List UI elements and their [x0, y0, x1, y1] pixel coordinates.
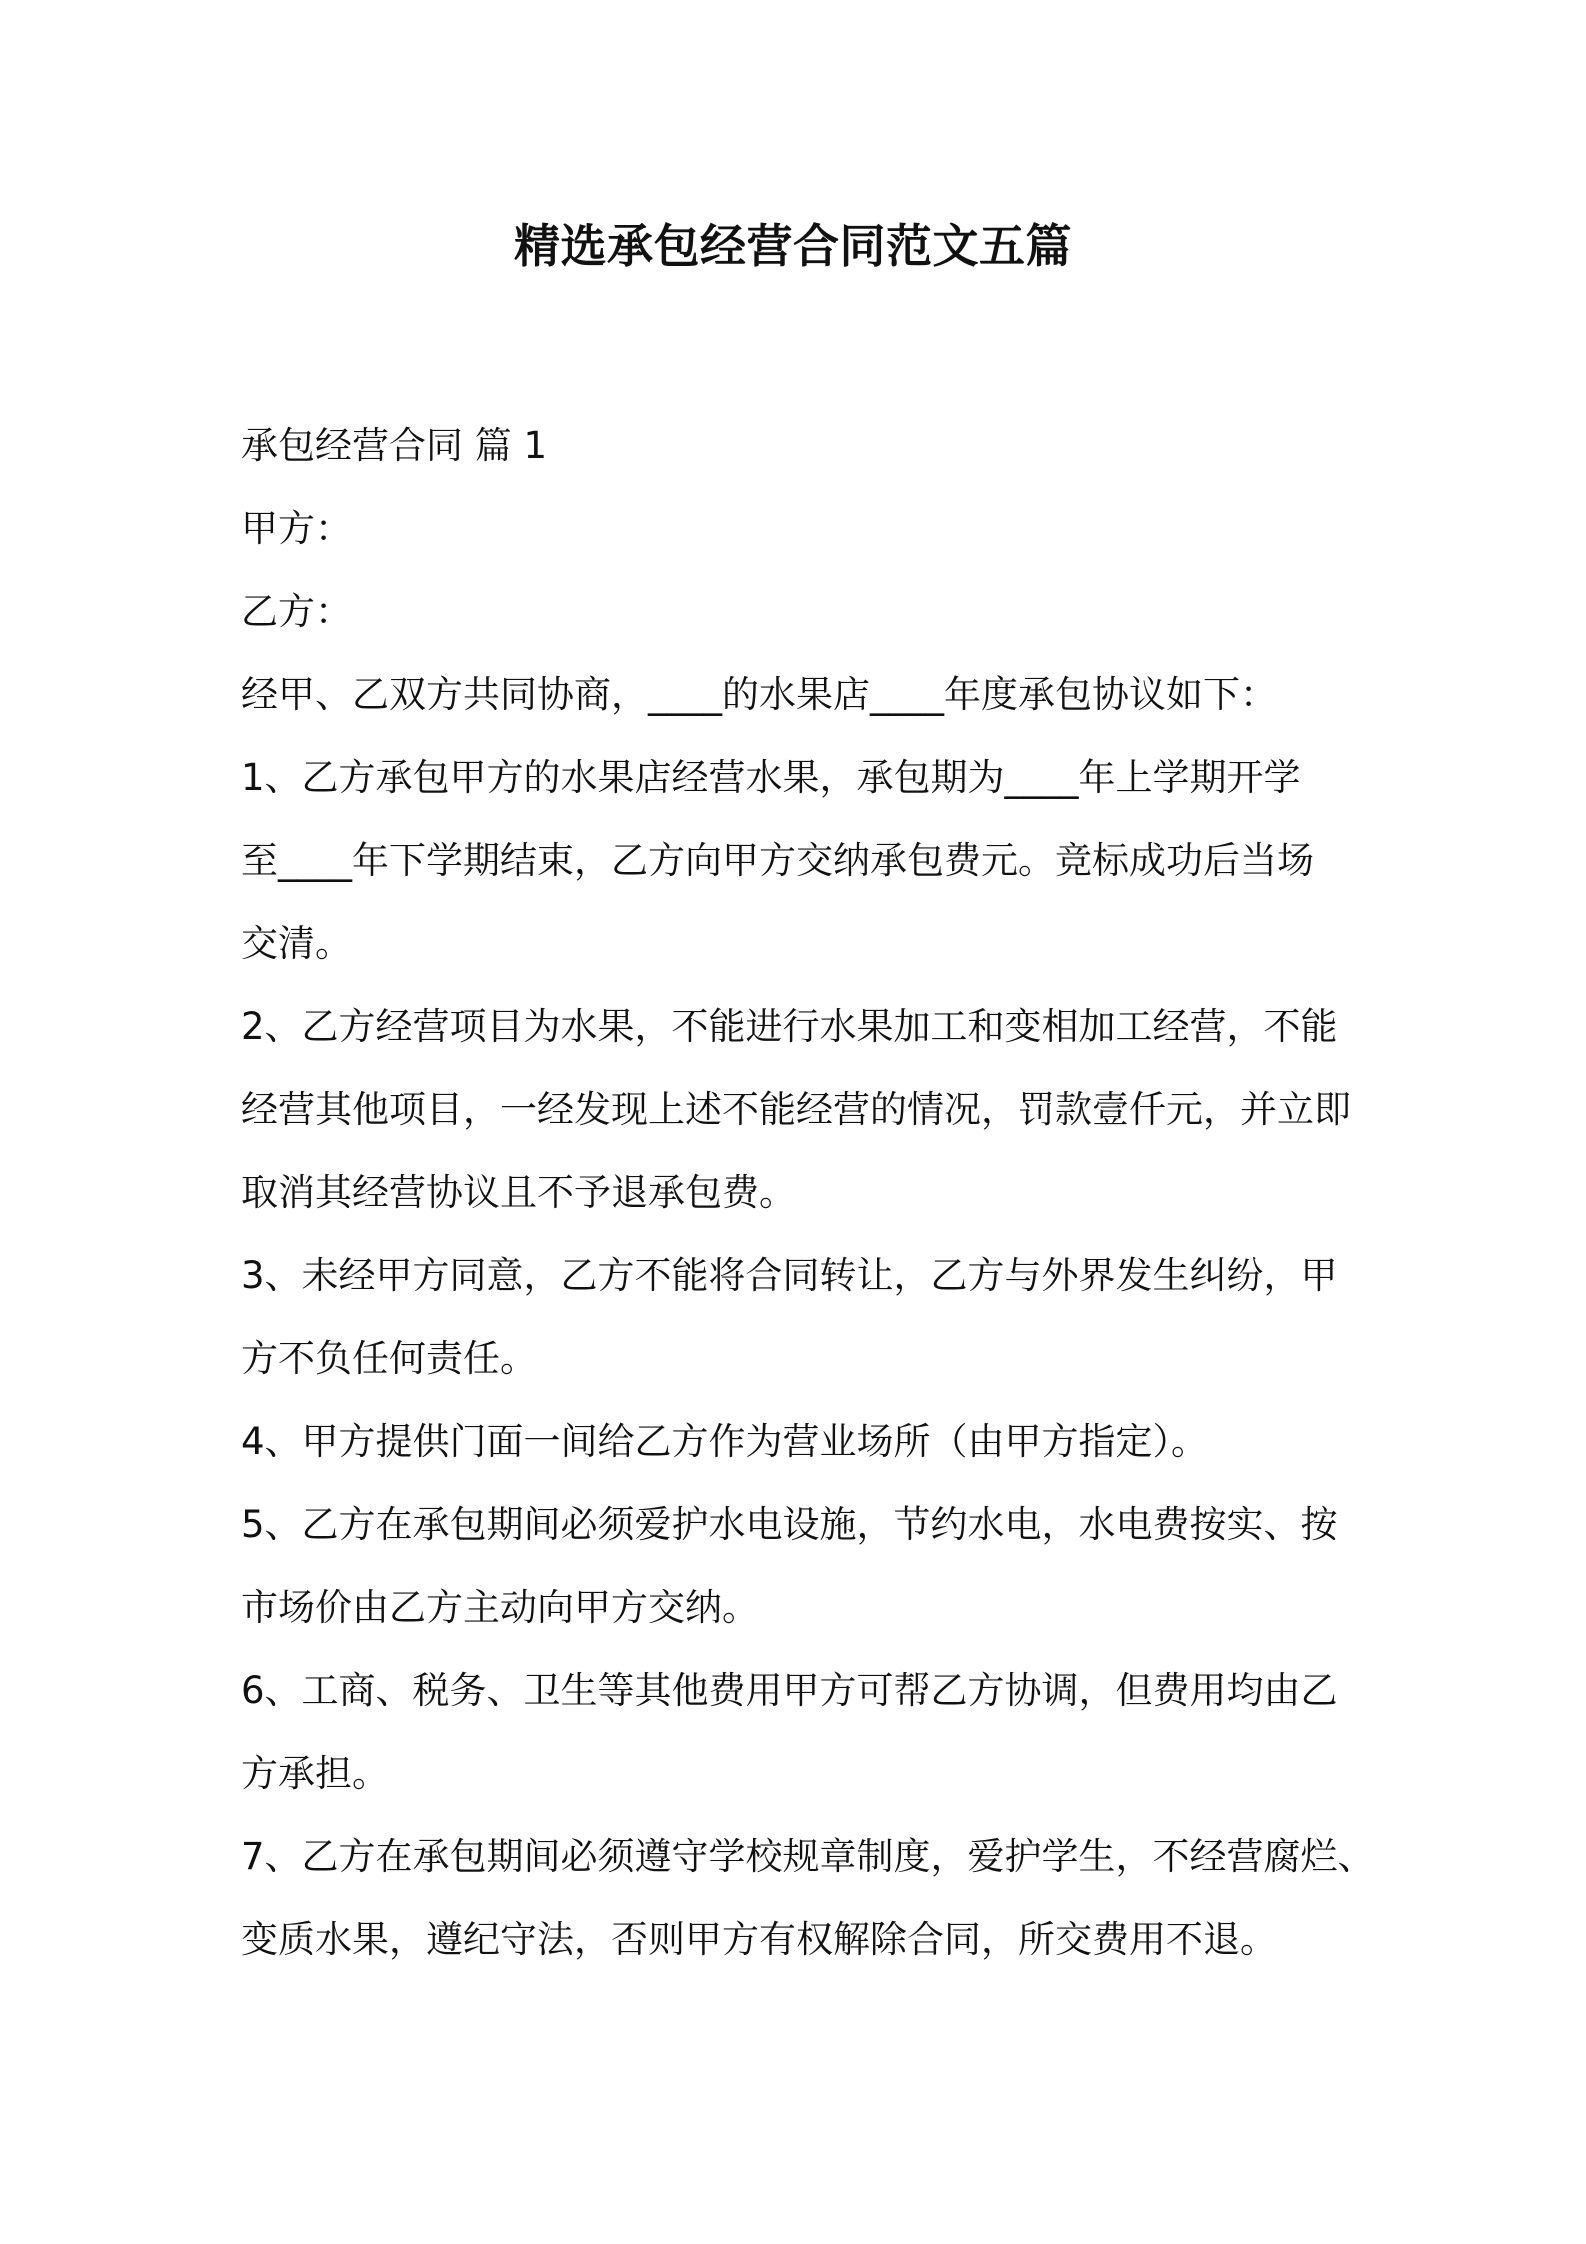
document-body [241, 404, 1375, 1981]
preamble-line: 经甲、乙双方共同协商，____的水果店____年度承包协议如下： [241, 673, 1277, 716]
party-a-line: 甲方： [241, 507, 352, 550]
clause-line: 交清。 [241, 922, 352, 965]
clause-line: 2、乙方经营项目为水果，不能进行水果加工和变相加工经营，不能 [241, 1005, 1338, 1048]
document-title: 精选承包经营合同范文五篇 [514, 219, 1072, 273]
clause-line: 3、未经甲方同意，乙方不能将合同转让，乙方与外界发生纠纷，甲 [241, 1254, 1338, 1297]
clause-line: 7、乙方在承包期间必须遵守学校规章制度，爱护学生，不经营腐烂、 [241, 1835, 1375, 1878]
section-heading: 承包经营合同 篇 1 [241, 424, 548, 467]
clause-line: 1、乙方承包甲方的水果店经营水果，承包期为____年上学期开学 [241, 756, 1301, 799]
clause-line: 取消其经营协议且不予退承包费。 [241, 1171, 796, 1214]
clause-line: 至____年下学期结束，乙方向甲方交纳承包费元。竞标成功后当场 [241, 839, 1314, 882]
clause-line: 5、乙方在承包期间必须爱护水电设施，节约水电，水电费按实、按 [241, 1503, 1338, 1546]
clause-line: 4、甲方提供门面一间给乙方作为营业场所（由甲方指定）。 [241, 1420, 1209, 1463]
clause-line: 经营其他项目，一经发现上述不能经营的情况，罚款壹仟元，并立即 [241, 1088, 1351, 1131]
party-b-line: 乙方： [241, 590, 352, 633]
clause-line: 方承担。 [241, 1752, 389, 1795]
clause-line: 方不负任何责任。 [241, 1337, 537, 1380]
clause-line: 变质水果，遵纪守法，否则甲方有权解除合同，所交费用不退。 [241, 1918, 1277, 1961]
clause-line: 市场价由乙方主动向甲方交纳。 [241, 1586, 759, 1629]
clause-line: 6、工商、税务、卫生等其他费用甲方可帮乙方协调，但费用均由乙 [241, 1669, 1338, 1712]
